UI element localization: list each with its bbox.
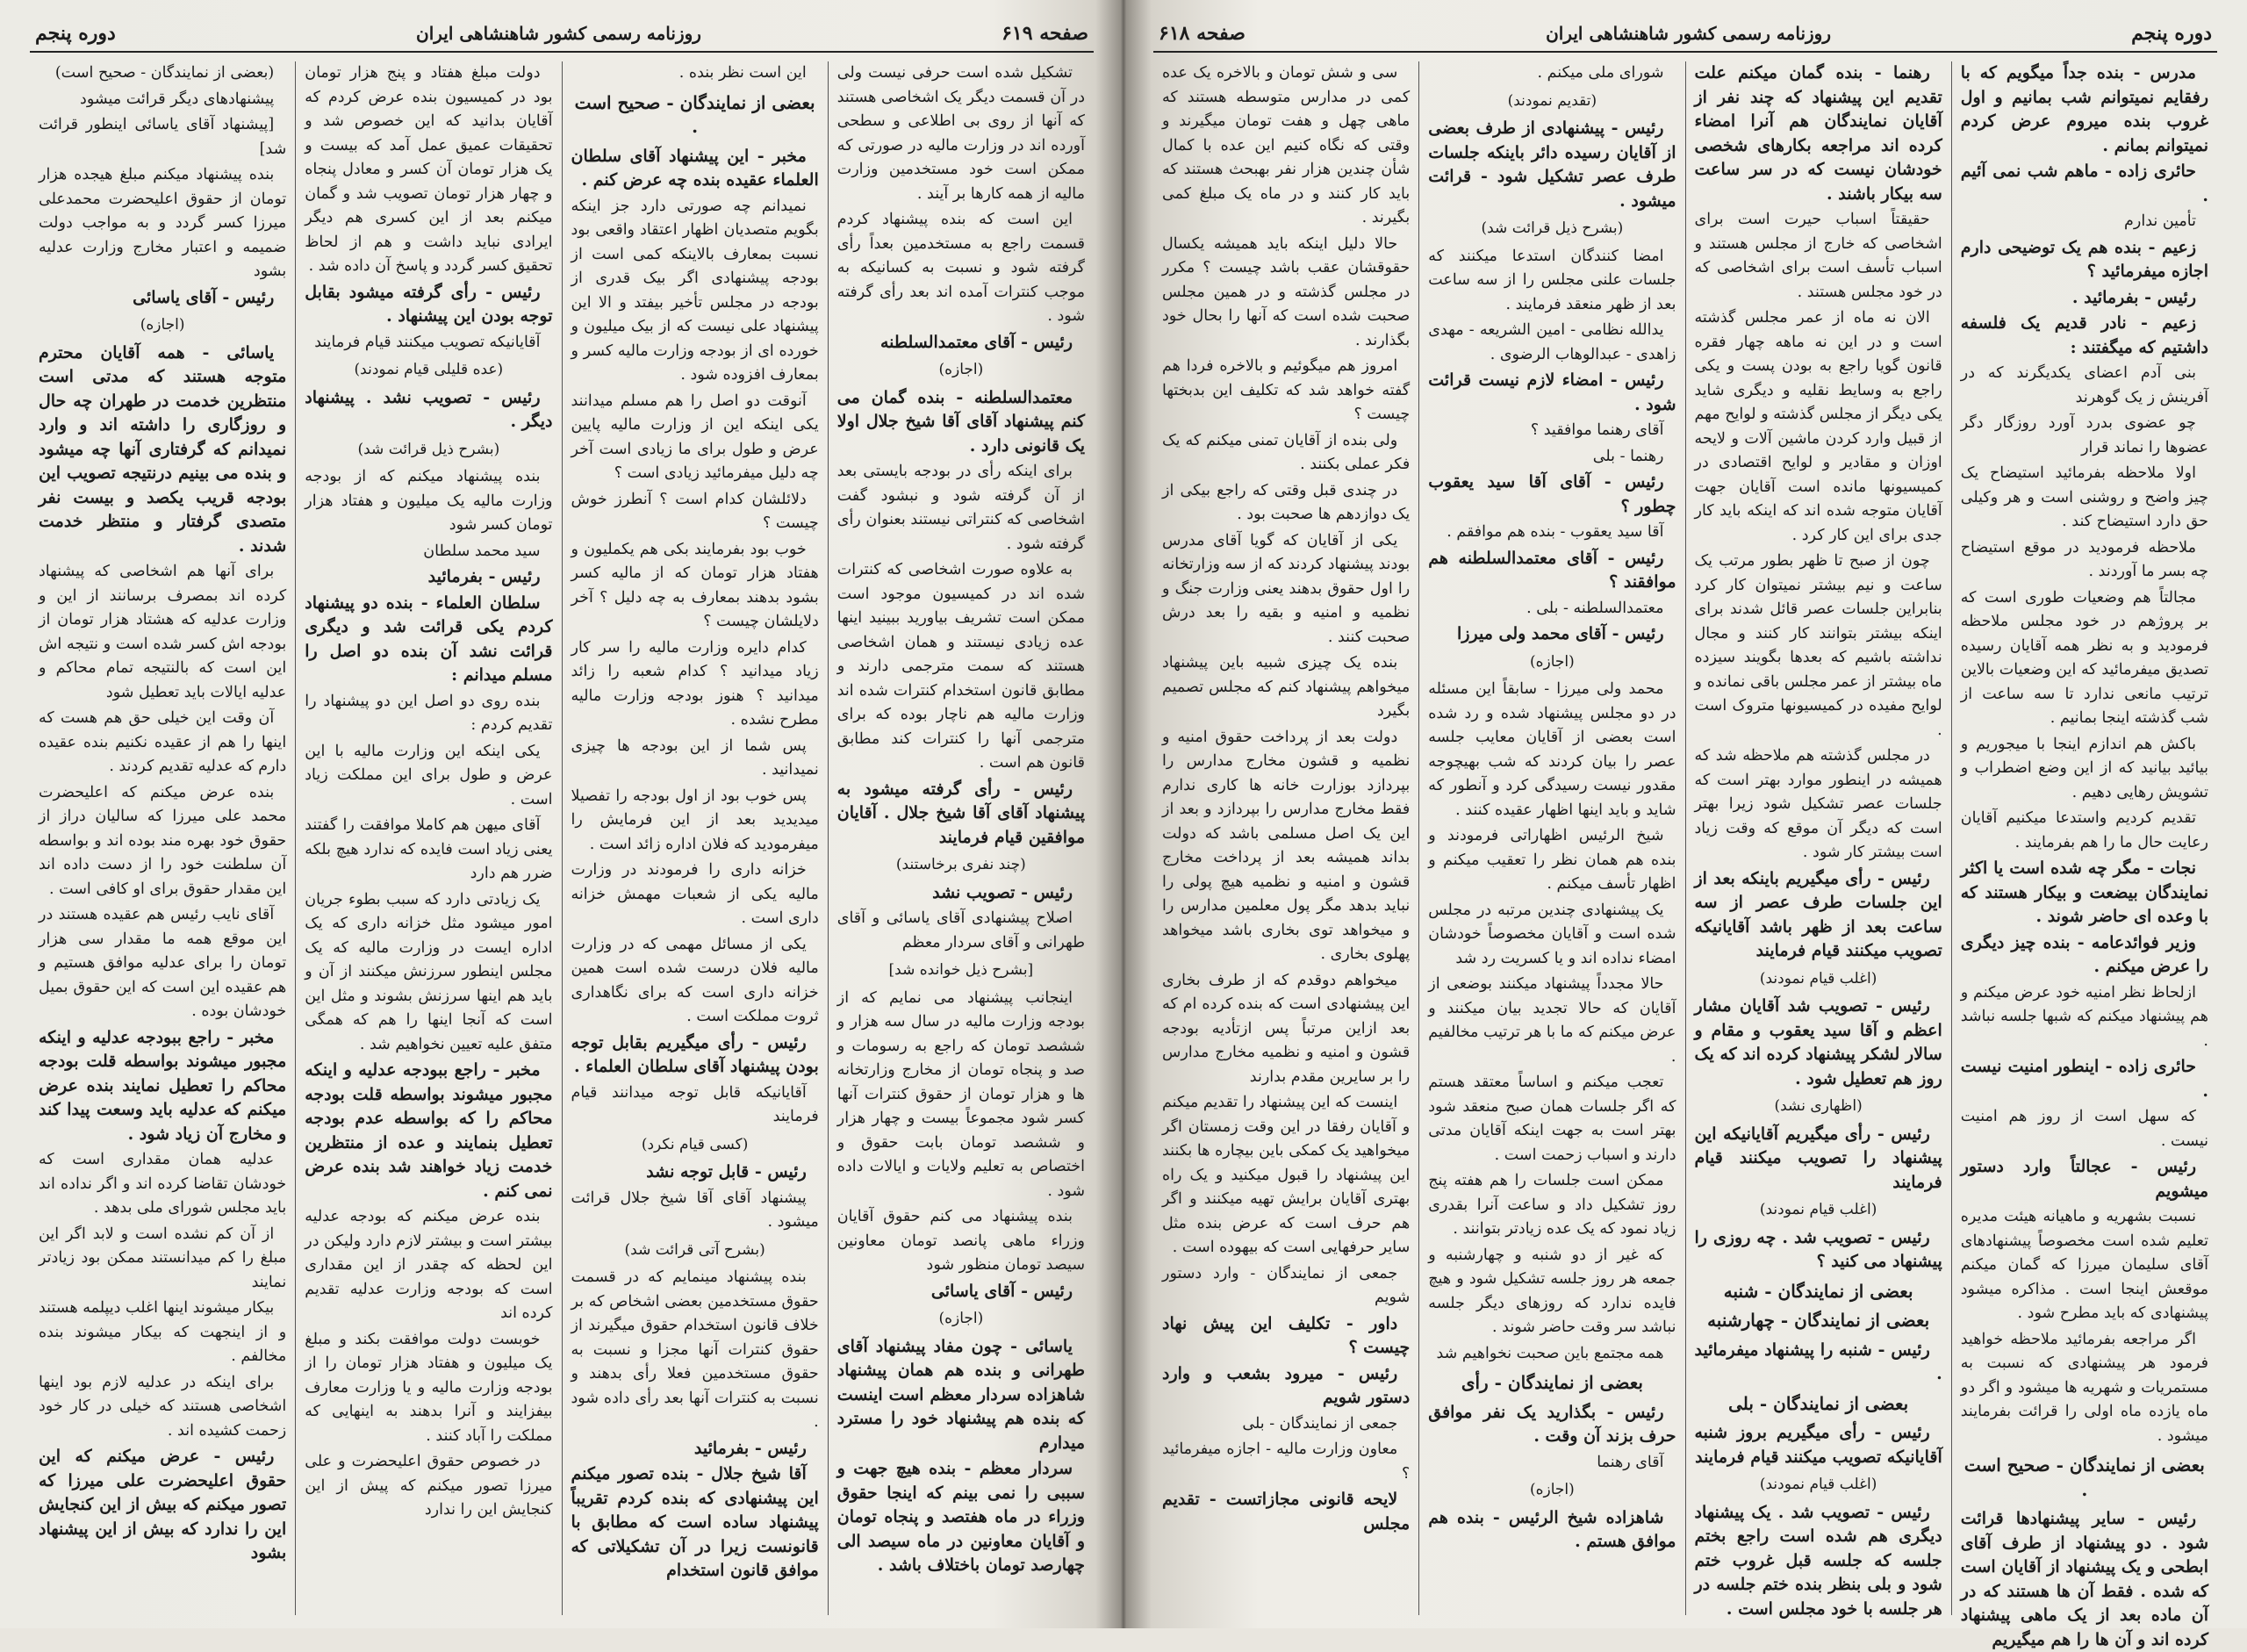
paragraph: به علاوه صورت اشخاصی که کنترات شده اند در کمیسیون موجود است ممکن است تشریف بیاورید ببینید اینها عده زیادی نیستند و همان اشخاصی هستند که سمت مترجمی دارند و مطابق قانون استخدام کنترات شده اند وزارت مالیه هم ناچار بوده که برای مترجمی آنها را کنترات کند مطابق قانون هم است . [836, 561, 1085, 772]
paragraph: اولا ملاحظه بفرمائید استیضاح یک چیز واضح و روشنی است و هر وکیلی حق دارد استیضاح کند . [1960, 464, 2208, 530]
paragraph: که غیر از دو شنبه و چهارشنبه و جمعه هر روز جلسه تشکیل شود و هیچ فایده ندارد که روزهای دیگر جلسه نباشد سر وقت حاضر شوند . [1428, 1246, 1676, 1336]
paragraph: کدام دایره وزارت مالیه را سر کار زیاد میدانید ؟ کدام شعبه را زائد میدانید ؟ هنوز بودجه وزارت مالیه مطرح نشده . [571, 638, 819, 729]
paragraph: آقا سید یعقوب - بنده هم موافقم . [1447, 523, 1664, 541]
left-page [0, 0, 1124, 1628]
section-heading: بعضی از نمایندگان - شنبه [1723, 1280, 1913, 1302]
right-column-2 [1685, 61, 1951, 1619]
speaker-line: رئیس - تصویب شد . چه روزی را پیشنهاد می کنید ؟ [1694, 1227, 1942, 1271]
right-column-4 [1153, 61, 1418, 1615]
left-column-3 [295, 61, 561, 1615]
paragraph: آقای نایب رئیس هم عقیده هستند در این موقع همه ما مقدار سی هزار تومان را برای عدلیه موافق هستیم و هم عقیده این است که این حقوق بمیل خودشان بوده . [39, 906, 287, 1020]
paragraph: برای آنها هم اشخاصی که پیشنهاد کرده اند بمصرف برسانند از این و وزارت عدلیه که هشتاد هزار تومان از بودجه اش کسر شده است و نتیجه اش این است که بالنتیجه تمام محاکم و عدلیه ایالات باید تعطیل شود [39, 563, 287, 701]
speaker-line: رئیس - عرض میکنم که این حقوق اعلیحضرت علی میرزا که تصور میکنم که بیش از این کنجایش این را ندارد که بیش از این پیشنهاد بشود [39, 1447, 287, 1562]
paragraph: دلائلشان کدام است ؟ آنطرز خوش چیست ؟ [571, 490, 819, 532]
paragraph: [پیشنهاد آقای یاسائی اینطور قرائت شد] [39, 116, 287, 158]
paragraph: الان نه ماه از عمر مجلس گذشته است و در این نه ماهه چهار فقره قانون گویا راجع به بودن پست و یکی راجع به وسایط نقلیه و دیگری شاید یکی دیگر از مجلس گذشته و لوایح مهم از قبیل وارد کردن ماشین آلات و لایحه اوزان و مقادیر و لوایح اقتصادی در کمیسیونها مانده است آقایان جهت آقایان متوجه شده اند که اینکه باید کار جدی برای این کار کرد . [1694, 309, 1942, 544]
paragraph: بنده روی دو اصل این دو پیشنهاد را تقدیم کردم : [305, 692, 553, 734]
speaker-line: مخبر - راجع ببودجه عدلیه و اینکه مجبور میشوند بواسطه قلت بودجه محاکم را که بواسطه عدم بودجه تعطیل بنمایند و عده از منتظرین خدمت زیاد خواهند شد بنده عرض نمی کنم . [305, 1060, 553, 1201]
paragraph: دولت بعد از پرداخت حقوق امنیه و نظمیه و قشون مخارج مدارس را بپردازد بوزارت خانه ها کاری ندارم فقط مخارج مدارس را بپردازد و بعد از این یک اصل مسلمی باشد که دولت بداند همیشه بعد از پرداخت مخارج قشون و امنیه و نظمیه هیچ پولی را نباید بدهد مگر پول معلمین مدارس را و میخواهد توی بخاری باشد میخواهد پهلوی بخاری . [1162, 728, 1411, 963]
speaker-line: رهنما - بنده گمان میکنم علت تقدیم این پیشنهاد که چند نفر از آقایان نمایندگان هم آنرا امضاء کرده اند مراجعه بکارهای شخصی خودشان نیست که در سر ساعت سه بیکار باشند . [1694, 63, 1942, 204]
paragraph: آن وقت این خیلی حق هم هست که اینها را هم از عقیده نکنیم بنده عقیده دارم که عدلیه تقدیم کردند . [39, 709, 287, 775]
paragraph: این است نظر بنده . [678, 64, 807, 82]
speaker-line: رئیس - رأی میگیریم باینکه بعد از این جلسات طرف عصر از سه ساعت بعد از ظهر باشد آقایانیکه تصویب میکنند قیام فرمایند [1694, 868, 1942, 960]
left-masthead [30, 16, 1094, 53]
paragraph: این است که بنده پیشنهاد کردم قسمت راجع به مستخدمین بعداً رأی گرفته شود و نسبت به کسانیکه به موجب کنترات آمده اند بعد رأی گرفته شود . [836, 211, 1085, 325]
paragraph: یکی از آقایان که گویا آقای مدرس بودند پیشنهاد کردند که از سه وزارتخانه را اول حقوق بدهند یعنی وزارت جنگ و نظمیه و امنیه و بقیه را بعد درش صحبت کنند . [1162, 531, 1411, 646]
left-column-2 [562, 61, 828, 1615]
speaker-line: نجات - مگر چه شده است یا اکثر نمایندگان بیضعت و بیکار هستند که با وعده ای حاضر شوند . [1960, 858, 2208, 926]
paragraph: نمیدانم چه صورتی دارد جز اینکه بگویم متصدیان اظهار اعتقاد واقعی بود نسبت بمعارف بالاینکه کمی است از بودجه پیشنهادی اگر بیک قدری از بودجه در مجلس تأخیر بیفتد و الا این پیشنهاد علی نیست که از بیک میلیون و خورده ای از بودجه وزارت مالیه کسر و بمعارف افزوده شود . [571, 197, 819, 384]
left-page-number: صفحه ۶۱۹ [1001, 22, 1088, 45]
speaker-line: یاسائی - همه آقایان محترم متوجه هستند که مدتی است منتظرین خدمت در طهران چه حال و روزگاری را داشته اند و وارد نمیدانم که گرفتاری آنها چه میشود و بنده می بینیم درنتیجه تصویب این بودجه قریب یکصد و بیست نفر متصدی گرفتار و منتظر خدمت شدند . [39, 342, 287, 556]
paragraph: تقدیم کردیم واستدعا میکنیم آقایان رعایت حال ما را هم بفرمایند . [1960, 809, 2208, 851]
speaker-line: رئیس - بفرمائید . [2071, 287, 2196, 307]
paragraph: خزانه داری را فرمودند در وزارت مالیه یکی از شعبات مهمش خزانه داری است . [571, 861, 819, 927]
speaker-line: حائری زاده - اینطور امنیت نیست . [1960, 1057, 2208, 1101]
speaker-line: آقا شیخ جلال - بنده تصور میکنم این پیشنهادی که بنده کردم تقریباً پیشنهاد ساده است که مطابق با قانونست زیرا در آن تشکیلاتی که موافق قانون استخدام [571, 1464, 819, 1580]
procedural-note: (بشرح ذیل قرائت شد) [1481, 219, 1624, 237]
speaker-line: رئیس - آقای محمد ولی میرزا [1457, 624, 1664, 643]
paragraph: چون از صبح تا ظهر بطور مرتب یک ساعت و نیم بیشتر نمیتوان کار کرد بنابراین جلسات عصر قائل شدند برای اینکه بیشتر بتوانند کار کنند و مجال نداشته باشیم که بعدها بگویند سیزده ماه بیشتر از عمر مجلس باقی نمانده و لوایح مفیده در کمیسیونها متروک است . [1694, 552, 1942, 739]
paragraph: عدلیه همان مقداری است که خودشان تقاضا کرده اند و اگر نداده اند باید مجلس شورای ملی بدهد . [39, 1151, 287, 1217]
right-column-1 [1951, 61, 2217, 1649]
section-heading: بعضی از نمایندگان - صحیح است . [574, 91, 815, 137]
paragraph: شورای ملی میکنم . [1537, 64, 1664, 82]
paragraph: آقایانیکه تصویب میکنند قیام فرمایند [314, 333, 541, 351]
speaker-line: رئیس - تصویب نشد . پیشنهاد دیگر . [305, 387, 553, 431]
paragraph: اینست که این پیشنهاد را تقدیم میکنم و آقایان رفقا در این وقت زمستان اگر میخواهید یک کمکی باین بیچاره ها بکنند این پیشنهاد را قبول میکنید و یک راه بهتری آقایان برایش تهیه میکنند و اگر هم حرف است که عرض بنده مثل سایر حرفهایی است که بیهوده است . [1162, 1094, 1411, 1256]
speaker-line: شاهزاده شیخ الرئیس - بنده هم موافق هستم . [1428, 1507, 1676, 1551]
procedural-note: [بشرح ذیل خوانده شد] [888, 961, 1034, 979]
paragraph: بنده پیشنهاد میکنم که از بودجه وزارت مالیه یک میلیون و هفتاد هزار تومان کسر شود [305, 468, 553, 534]
paragraph: اگر مراجعه بفرمائید ملاحظه خواهید فرمود هر پیشنهادی که نسبت به مستمریات و شهریه ها میشود و اگر دو ماه یازده ماه اولی را قرائت بفرمایند میشود . [1960, 1330, 2208, 1445]
right-page-number: صفحه ۶۱۸ [1159, 22, 1246, 45]
speaker-line: رئیس - بفرمائید [427, 567, 541, 586]
speaker-line: رئیس - رأی میگیریم بقابل توجه بودن پیشنهاد آقای سلطان العلماء . [571, 1032, 819, 1076]
paragraph: بنده پیشنهاد مینمایم که در قسمت حقوق مستخدمین بعضی اشخاص که بر خلاف قانون استخدام حقوق میگیرند از حقوق کنترات آنها مجزا و نسبت به حقوق مستخدمین فعلا رأی بدهند و نسبت به کنترات آنها بعد رأی داده شود . [571, 1268, 819, 1431]
speaker-line: رئیس - پیشنهادی از طرف بعضی از آقایان رسیده دائر باینکه جلسات طرف عصر تشکیل شود - قرائت میشود . [1428, 119, 1676, 211]
procedural-note: (چند نفری برخاستند) [895, 856, 1026, 873]
paragraph: اصلاح پیشنهادی آقای یاسائی و آقای طهرانی و آقای سردار معظم [836, 909, 1085, 952]
paragraph: سید محمد سلطان [423, 542, 541, 560]
paragraph: مجالتاً هم وضعیات طوری است که بر پروژهم در خود مجلس ملاحظه فرمودید و به نظر همه آقایان رسیده تصدیق میفرمائید که این وضعیات بالاین ترتیب مانعی ندارد تا سه ساعت از شب گذشته اینجا بمانیم . [1960, 588, 2208, 727]
speaker-line: زعیم - بنده هم یک توضیحی دارم اجازه میفرمائید ؟ [1960, 237, 2208, 281]
paragraph: امروز هم میگوئیم و بالاخره فردا هم گفته خواهد شد که تکلیف این بدبختها چیست ؟ [1162, 357, 1411, 423]
speaker-line: رئیس - رأی گرفته میشود به پیشنهاد آقای آقا شیخ جلال . آقایان موافقین قیام فرمایند [836, 779, 1085, 847]
speaker-line: رئیس - آقای آقا سید یعقوب چطور ؟ [1428, 472, 1676, 516]
right-edition: دوره پنجم [2131, 22, 2212, 45]
paragraph: آنوقت دو اصل را هم مسلم میدانند یکی اینکه این از وزارت مالیه پایین عرض و طول برای ما زیادی است آخر چه دلیل میفرمائید زیادی است ؟ [571, 391, 819, 482]
procedural-note: (اجازه) [140, 316, 185, 334]
paragraph: آقای رهنما موافقید ؟ [1530, 421, 1664, 439]
paragraph: همه مجتمع باین صحبت نخواهیم شد [1436, 1344, 1664, 1362]
speaker-line: مخبر - این پیشنهاد آقای سلطان العلماء عقیده بنده چه عرض کنم . [571, 146, 819, 190]
speaker-line: یاسائی - چون مفاد پیشنهاد آقای طهرانی و بنده هم همان پیشنهاد شاهزاده سردار معظم است اینست که بنده هم پیشنهاد خود را مسترد میدارم [836, 1336, 1085, 1453]
paragraph: حالا دلیل اینکه باید همیشه یکسال حقوقشان عقب باشد چیست ؟ مکرر در مجلس گذشته و در همین مجلس صحبت شده است که آنها را بحال خود بگذارند . [1162, 234, 1411, 349]
procedural-note: (اغلب قیام نمودند) [1759, 1476, 1877, 1493]
paragraph: میخواهم دوقدم که از طرف بخاری این پیشنهادی است که بنده کرده ام که بعد ازاین مرتباً پس ازتأدیه بودجه قشون و امنیه و نظمیه مخارج مدارس را بر سایرین مقدم بدارند [1162, 971, 1411, 1086]
paragraph: آقای رهنما [1597, 1453, 1664, 1471]
speaker-line: رئیس - رأی گرفته میشود بقابل توجه بودن این پیشنهاد . [305, 282, 553, 326]
speaker-line: رئیس - شنبه را پیشنهاد میفرمائید . [1694, 1340, 1942, 1383]
paragraph: پس خوب بود از اول بودجه را تفصیلا میدیدید بعد از این فرمایش را میفرمودید که فلان اداره زائد است . [571, 786, 819, 853]
speaker-line: رئیس - میرود بشعب و وارد دستور شویم [1162, 1363, 1411, 1407]
paragraph: خوبست دولت موافقت بکند و مبلغ یک میلیون و هفتاد هزار تومان را از بودجه وزارت مالیه و یا وزارت معارف بیفزایند و آنرا بدهند به اینهایی که مملکت را آباد کنند . [305, 1330, 553, 1445]
speaker-line: سلطان العلماء - بنده دو پیشنهاد کردم یکی قرائت شد و دیگری قرائت نشد آن بنده دو اصل را مسلم میدانم : [305, 593, 553, 685]
paragraph: معتمدالسلطنه - بلی . [1526, 599, 1664, 617]
paragraph: آقای میهن هم کاملا موافقت را گفتند یعنی زیاد است فایده که ندارد هیچ بلکه ضرر هم دارد [305, 816, 553, 882]
speaker-line: رئیس - امضاء لازم نیست قرائت شود . [1428, 370, 1676, 414]
paragraph: تأمین ندارم [2124, 212, 2196, 230]
paragraph: در چندی قبل وقتی که راجع بیکی از یک دوازدهم ها صحبت بود . [1162, 481, 1411, 523]
procedural-note: (اظهاری نشد) [1774, 1097, 1863, 1115]
paragraph: اینجانب پیشنهاد می نمایم که از بودجه وزارت مالیه در سال سه هزار و ششصد تومان که راجع به رسومات و صد و پنجاه تومان از مخارج وزارتخانه ها و هزار تومان از حقوق کنترات آنها کسر شود مجموعاً بیست و چهار هزار و ششصد تومان بابت حقوق و اختصاص به تعلیم ولایات و ایالات داده شود . [836, 988, 1085, 1200]
speaker-line: رئیس - رأی میگیریم بروز شنبه آقایانیکه تصویب میکنند قیام فرمایند [1694, 1423, 1942, 1467]
paragraph: ولی بنده از آقایان تمنی میکنم که یک فکر عملی بکنند . [1162, 431, 1411, 473]
procedural-note: (بشرح آتی قرائت شد) [624, 1240, 765, 1259]
speaker-line: رئیس - آقای معتمدالسلطنه هم موافقند ؟ [1428, 548, 1676, 592]
speaker-line: رئیس - بفرمائید [693, 1438, 807, 1458]
paragraph: نسبت بشهریه و ماهیانه هیئت مدیره تعلیم شده است مخصوصاً پیشنهادهای آقای سلیمان میرزا که گمان میکنم موقعش اینجا است . مذاکره میشود پیشنهادی که باید مطرح شود . [1960, 1208, 2208, 1322]
paragraph: حالا مجدداً پیشنهاد میکنند بوضعی از آقایان که حالا تجدید بیان میکنند و عرض میکنم که ما با هر ترتیب مخالفیم . [1428, 975, 1676, 1066]
procedural-note: (اجازه) [1529, 1481, 1575, 1498]
speaker-line: رئیس - تصویب شد آقایان مشار اعظم و آقا سید یعقوب و مقام و سالار لشکر پیشنهاد کرده اند که یک روز هم تعطیل شود . [1694, 996, 1942, 1088]
speaker-line: رئیس - سایر پیشنهادها قرائت شود . دو پیشنهاد از طرف آقای ابطحی و یک پیشنهاد از آقایان است که شده . فقط آن ها هستند که در آن ماده بعد از یک ماهی پیشنهاد کرده اند و آن ها را هم میگیریم [1960, 1509, 2208, 1649]
paragraph: محمد ولی میرزا - سابقاً این مسئله در دو مجلس پیشنهاد شده و رد شده است بعضی از آقایان معایب جلسه عصر را بیان کردند که شب بهیچوجه مقدور نیست رسیدگی کرد و آنطور که شاید و باید اینها اظهار عقیده کنند . [1428, 680, 1676, 819]
paragraph: یکی اینکه این وزارت مالیه با این عرض و طول برای این مملکت زیاد است . [305, 742, 553, 808]
speaker-line: رئیس - قابل توجه نشد [646, 1162, 807, 1182]
section-heading: بعضی از نمایندگان - رأی [1461, 1372, 1643, 1393]
paragraph: یک پیشنهادی چندین مرتبه در مجلس شده است و آقایان مخصوصاً خودشان امضاء نداده اند و یا کسریت رد شد [1428, 901, 1676, 967]
paragraph: یدالله نظامی - امین الشریعه - مهدی زاهدی - عبدالوهاب الرضوی . [1428, 321, 1676, 363]
paragraph: سی و شش تومان و بالاخره یک عده کمی در مدارس متوسطه هستند که ماهی چهل و هفت تومان میگیرند و وقتی که نگاه کنیم این عده با کمال شأن چندین هزار نفر بهبحث هستند که باید کار کنند و در ماه یک مبلغ کمی بگیرند . [1162, 64, 1411, 226]
paragraph: که سهل است از روز هم امنیت نیست . [1960, 1108, 2208, 1150]
speaker-line: معتمدالسلطنه - بنده گمان می کنم پیشنهاد آقای آقا شیخ جلال اولا یک قانونی دارد . [836, 387, 1085, 456]
paragraph: چو عضوی بدرد آورد روزگار دگر عضوها را نماند قرار [1960, 414, 2208, 456]
paragraph: در مجلس گذشته هم ملاحظه شد که همیشه در اینطور موارد بهتر است که جلسات عصر تشکیل شود زیرا بهتر است که دیگر آن موقع که وقت زیاد است بیشتر کار شود . [1694, 747, 1942, 861]
paragraph: تعجب میکنم و اساساً معتقد هستم که اگر جلسات همان صبح منعقد شود بهتر است به جهت اینکه آقایان مدتی دارند و اسباب زحمت است . [1428, 1074, 1676, 1164]
procedural-note: (اجازه) [938, 1310, 984, 1327]
speaker-line: زعیم - نادر قدیم یک فلسفه داشتیم که میگفتند : [1960, 313, 2208, 357]
paragraph: از آن کم نشده است و لابد اگر این مبلغ را کم میدانستند ممکن بود زیادتر نمایند [39, 1225, 287, 1291]
speaker-line: رئیس - آقای یاسائی [930, 1281, 1073, 1301]
speaker-line: رئیس - تصویب شد . یک پیشنهاد دیگری هم شده است راجع بختم جلسه که جلسه قبل غروب ختم شود و بلی بنظر بنده ختم جلسه در هر جلسه با خود مجلس است . [1694, 1502, 1942, 1619]
left-newspaper-title: روزنامه رسمی کشور شاهنشاهی ایران [416, 23, 701, 44]
paragraph: معاون وزارت ماليه - اجازه میفرمائید ؟ [1162, 1440, 1411, 1483]
speaker-line: وزیر فوائدعامه - بنده چیز دیگری را عرض میکنم . [1960, 932, 2208, 976]
paragraph: ملاحظه فرمودید در موقع استیضاح چه بسر ما آوردند . [1960, 538, 2208, 580]
speaker-line: رئیس - عجالتاً وارد دستور میشویم [1960, 1157, 2208, 1201]
speaker-line: مخبر - راجع ببودجه عدلیه و اینکه مجبور میشوند بواسطه قلت بودجه محاکم را تعطیل نمایند بنده عرض میکنم که عدلیه باید وسعت پیدا کند و مخارج آن زیاد شود . [39, 1027, 287, 1144]
paragraph: بنی آدم اعضای یکدیگرند که در آفرینش ز یک گوهرند [1960, 364, 2208, 406]
paragraph: (بعضی از نمایندگان - صحیح است) [54, 64, 275, 82]
paragraph: بیکار میشوند اینها اغلب دیپلمه هستند و از اینجهت که بیکار میشوند بنده مخالفم . [39, 1299, 287, 1365]
paragraph: خوب بود بفرمایند بکی هم یکملیون و هفتاد هزار تومان که از مالیه کسر بشود بدهند بمعارف به چه دلیل ؟ آخر دلایلشان چیست ؟ [571, 540, 819, 630]
paragraph: یکی از مسائل مهمی که در وزارت مالیه فلان درست شده است همین خزانه داری است که برای نگاهداری ثروت مملکت است . [571, 935, 819, 1025]
procedural-note: (اغلب قیام نمودند) [1759, 969, 1877, 988]
left-column-4 [30, 61, 295, 1615]
speaker-line: رئیس - بگذارید یک نفر موافق حرف بزند آن وقت . [1428, 1402, 1676, 1446]
paragraph: تشکیل شده است حرفی نیست ولی در آن قسمت دیگر یک اشخاصی هستند که آنها از روی بی اطلاعی و سطحی آورده اند در وزارت مالیه در صورتی که ممکن است خود مستخدمین وزارت مالیه از همه کارها بر آیند . [836, 64, 1085, 203]
section-heading: بعضی از نمایندگان - بلی [1728, 1392, 1909, 1414]
speaker-line: رئیس - رأی میگیریم آقایانیکه این پیشنهاد را تصویب میکنند قیام فرمایند [1694, 1124, 1942, 1192]
procedural-note: (بشرح ذیل قرائت شد) [357, 440, 500, 458]
procedural-note: (کسی قیام نکرد) [641, 1135, 749, 1153]
section-heading: بعضی از نمایندگان - صحیح است . [1963, 1454, 2205, 1500]
speaker-line: حائری زاده - ماهم شب نمی آئیم . [1960, 162, 2208, 205]
paragraph: ازلحاظ نظر امنیه خود عرض میکنم و هم پیشنهاد میکنم که شبها جلسه نباشد . [1960, 983, 2208, 1050]
speaker-line: سردار معظم - بنده هیچ جهت و سببی را نمی بینم که اینجا حقوق وزراء در ماه هفتصد و پنجاه تومان و آقایان معاونین در ماه سیصد الی چهارصد تومان باختلاف باشد . [836, 1459, 1085, 1575]
paragraph: پس شما از این بودجه ها چیزی نمیدانید . [571, 736, 819, 779]
paragraph: امضا کنندگان استدعا میکنند که جلسات علنی مجلس را از سه ساعت بعد از ظهر منعقد فرمایند . [1428, 247, 1676, 313]
paragraph: جمعی از نمایندگان - وارد دستور شویم [1162, 1264, 1411, 1306]
speaker-line: داور - تکلیف این پیش نهاد چیست ؟ [1162, 1313, 1411, 1357]
right-newspaper-title: روزنامه رسمی کشور شاهنشاهی ایران [1546, 23, 1831, 44]
speaker-line: رئیس - آقای یاسائی [133, 287, 275, 307]
paragraph: حقیقتاً اسباب حیرت است برای اشخاصی که خارج از مجلس هستند و اسباب تأسف است برای اشخاصی که در خود مجلس هستند . [1694, 211, 1942, 301]
paragraph: پیشنهاد آقای آقا شیخ جلال قرائت میشود . [571, 1189, 819, 1231]
speaker-line: مدرس - بنده جداً میگویم که با رفقایم نمیتوانم شب بمانیم و اول غروب بنده میروم عرض کردم نمیتوانم بمانم . [1960, 63, 2208, 155]
left-columns [30, 61, 1094, 1615]
section-heading: بعضی از نمایندگان - چهارشنبه [1707, 1310, 1930, 1331]
procedural-note: (تقدیم نمودند) [1507, 91, 1597, 110]
right-column-3 [1418, 61, 1684, 1615]
paragraph: بنده عرض میکنم که بودجه عدلیه بیشتر است و بیشتر لازم دارد ولیکن در این لحظه که چقدر از این مقداری است که بودجه وزارت عدلیه تقدیم کرده اند [305, 1208, 553, 1322]
paragraph: آقایانیکه قابل توجه میدانند قیام فرمایند [571, 1083, 819, 1125]
paragraph: پیشنهادهای دیگر قرائت میشود [80, 90, 275, 108]
paragraph: باکش هم اندازم اینجا با میجوریم و بیائید بیانید که از این وضع اضطراب و تشویش رهایی دهیم . [1960, 735, 2208, 801]
paragraph: بنده پیشنهاد می کنم حقوق آقایان وزراء ماهی پانصد تومان معاونین سیصد تومان منظور شود [836, 1208, 1085, 1274]
speaker-line: رئیس - آقای معتمدالسلطنه [879, 332, 1073, 352]
paragraph: جمعی از نمایندگان - بلی [1242, 1414, 1398, 1433]
paragraph: بنده یک چیزی شبیه باین پیشنهاد میخواهم پیشنهاد کنم که مجلس تصمیم بگیرد [1162, 654, 1411, 720]
left-edition: دوره پنجم [35, 22, 116, 45]
paragraph: برای اینکه در عدلیه لازم بود اینها اشخاصی هستند که خیلی در کار خود زحمت کشیده اند . [39, 1373, 287, 1440]
paragraph: در خصوص حقوق اعلیحضرت و علی میرزا تصور میکنم که پیش از این کنجایش این را ندارد [305, 1453, 553, 1519]
speaker-line: رئیس - تصویب نشد [932, 882, 1073, 902]
paragraph: بنده عرض میکنم که اعلیحضرت محمد علی میرزا که سالیان دراز از حقوق خود بهره مند بوده اند و بواسطه آن سلطنت خود را از دست داده اند این مقدار حقوق برای او کافی است . [39, 783, 287, 898]
paragraph: ممکن است جلسات را هم هفته پنج روز تشکیل داد و ساعت آنرا بقدری زیاد نمود که یک عده زیادتر بتوانند . [1428, 1172, 1676, 1238]
right-masthead [1153, 16, 2217, 53]
left-column-1 [828, 61, 1094, 1615]
procedural-note: (اجازه) [1529, 652, 1575, 671]
procedural-note: (عده قلیلی قیام نمودند) [354, 361, 504, 378]
right-page [1124, 0, 2247, 1649]
procedural-note: (اغلب قیام نمودند) [1759, 1201, 1877, 1218]
procedural-note: (اجازه) [938, 361, 984, 378]
paragraph: برای اینکه رأی در بودجه بایستی بعد از آن گرفته شود و نبشود گفت اشخاصی که کنتراتی نیستند بعنوان رأی گرفته شود . [836, 463, 1085, 553]
paragraph: بنده پیشنهاد میکنم مبلغ هیجده هزار تومان از حقوق اعلیحضرت محمدعلی میرزا کسر گردد و به مواجب دولت ضمیمه و اعتبار مخارج وزارت عدلیه بشود [39, 166, 287, 280]
paragraph: شیخ الرئیس اظهاراتی فرمودند و بنده هم همان نظر را تعقیب میکنم و اظهار تأسف میکنم . [1428, 827, 1676, 893]
paragraph: یک زیادتی دارد که سبب بطوء جریان امور میشود مثل خزانه داری که یک اداره ایست در وزارت مالیه که یک مجلس اینطور سرزنش میکنند از آن و باید هم اینها سرزنش بشوند و مثل این است که آنجا اینها را هم که همگی متفق علیه تعیین نخواهیم شد . [305, 890, 553, 1053]
paragraph: دولت مبلغ هفتاد و پنج هزار تومان بود در کمیسیون بنده عرض کردم که آقایان بدانید که این خصوص شد و تحقیقات عمیق عمل آمد که بیست و یک هزار تومان آن کسر و معادل پنجاه و چهار هزار تومان تصویب شد و گمان میکنم بعد از این کسری هم دیگر ایرادی نباید داشت و هم از لحاظ تحقیق کسر گردد و پاسخ آن داده شد . [305, 64, 553, 275]
right-columns [1153, 61, 2217, 1649]
paragraph: رهنما - بلی [1592, 447, 1664, 465]
speaker-line: لایحه قانونی مجازاتست - تقدیم مجلس [1162, 1490, 1411, 1533]
